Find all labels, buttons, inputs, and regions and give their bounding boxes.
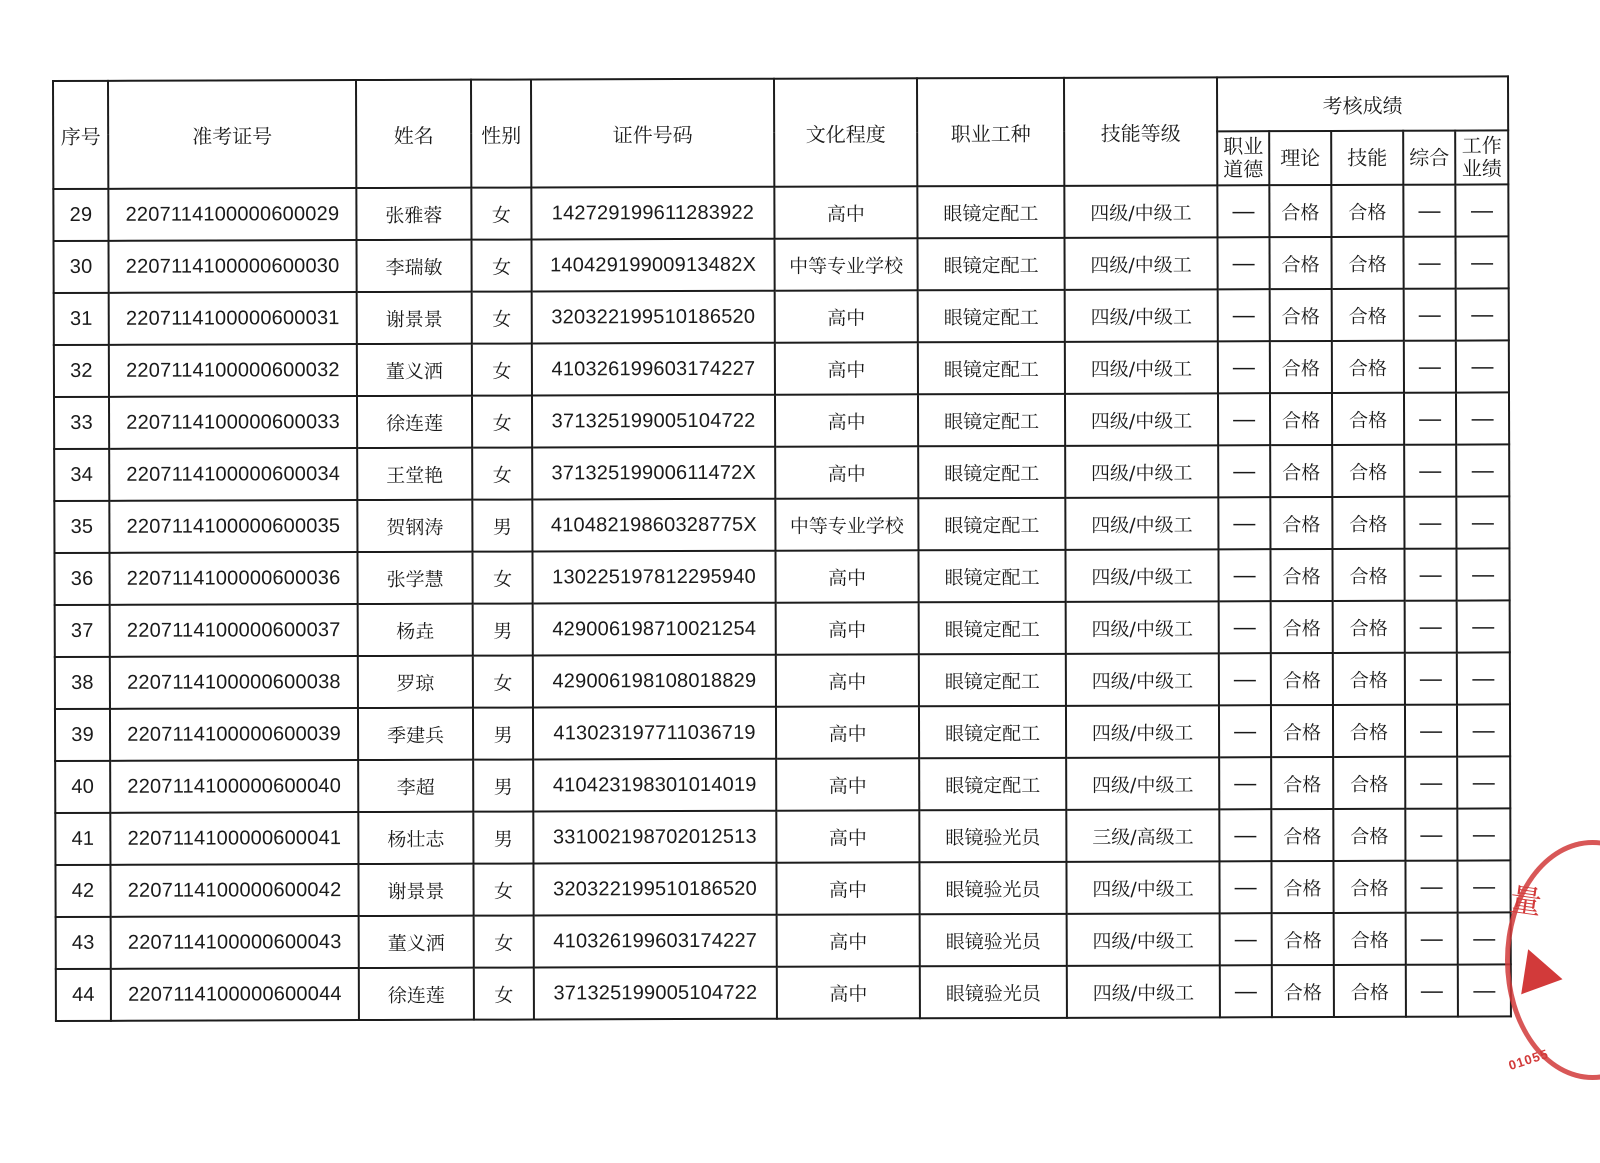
header-occupation: 职业工种 (917, 78, 1064, 186)
header-scores-group: 考核成绩 (1217, 76, 1508, 131)
cell-skill: 合格 (1331, 185, 1403, 237)
cell-education: 高中 (775, 342, 918, 394)
cell-gender: 女 (474, 967, 534, 1019)
cell-theory: 合格 (1269, 237, 1331, 289)
cell-ethics: — (1219, 601, 1271, 653)
cell-id-number: 413023197711036719 (533, 707, 776, 760)
header-education: 文化程度 (774, 78, 917, 186)
header-skill: 技能 (1331, 131, 1403, 185)
cell-overall: — (1404, 497, 1456, 549)
cell-seq: 38 (55, 657, 110, 709)
cell-gender: 男 (473, 707, 533, 759)
table-row (55, 704, 1510, 761)
cell-exam-id: 2207114100000600042 (110, 864, 358, 917)
cell-skill-level: 四级/中级工 (1066, 601, 1219, 653)
cell-gender: 男 (472, 499, 532, 551)
cell-gender: 男 (473, 759, 533, 811)
cell-overall: — (1404, 341, 1456, 393)
cell-education: 高中 (776, 706, 919, 758)
cell-gender: 女 (474, 915, 534, 967)
cell-skill-level: 四级/中级工 (1065, 549, 1218, 601)
cell-ethics: — (1219, 861, 1271, 913)
cell-gender: 女 (473, 863, 533, 915)
cell-ethics: — (1219, 757, 1271, 809)
cell-seq: 41 (55, 813, 110, 865)
cell-exam-id: 2207114100000600044 (111, 968, 359, 1021)
cell-skill-level: 四级/中级工 (1065, 289, 1218, 341)
results-table (52, 75, 1512, 1022)
cell-skill-level: 四级/中级工 (1066, 861, 1219, 913)
cell-theory: 合格 (1269, 185, 1331, 237)
cell-skill-level: 四级/中级工 (1066, 653, 1219, 705)
cell-occupation: 眼镜验光员 (919, 810, 1066, 862)
cell-exam-id: 2207114100000600029 (108, 188, 356, 241)
table-row (54, 392, 1509, 449)
table-row (54, 444, 1509, 501)
cell-performance: — (1457, 704, 1510, 756)
cell-skill: 合格 (1332, 497, 1404, 549)
cell-education: 高中 (776, 862, 919, 914)
cell-overall: — (1405, 705, 1457, 757)
cell-id-number: 142729199611283922 (531, 187, 774, 240)
cell-id-number: 320322199510186520 (533, 863, 776, 916)
header-performance: 工作业绩 (1455, 130, 1508, 184)
cell-occupation: 眼镜定配工 (918, 394, 1065, 446)
cell-theory: 合格 (1270, 497, 1332, 549)
header-exam-id: 准考证号 (108, 80, 356, 189)
cell-education: 高中 (776, 810, 919, 862)
cell-skill-level: 四级/中级工 (1067, 913, 1220, 965)
cell-id-number: 37132519900611472X (532, 447, 775, 500)
cell-theory: 合格 (1271, 809, 1333, 861)
cell-id-number: 331002198702012513 (533, 811, 776, 864)
cell-skill: 合格 (1332, 393, 1404, 445)
cell-performance: — (1456, 496, 1509, 548)
cell-ethics: — (1218, 393, 1270, 445)
cell-education: 高中 (775, 290, 918, 342)
cell-skill: 合格 (1332, 341, 1404, 393)
cell-skill-level: 四级/中级工 (1064, 185, 1217, 237)
cell-overall: — (1405, 757, 1457, 809)
table-row (53, 184, 1508, 241)
cell-gender: 男 (473, 811, 533, 863)
cell-id-number: 371325199005104722 (534, 967, 777, 1020)
cell-exam-id: 2207114100000600041 (110, 812, 358, 865)
cell-id-number: 41048219860328775X (532, 499, 775, 552)
cell-name: 杨壮志 (358, 812, 473, 864)
cell-performance: — (1456, 288, 1509, 340)
cell-skill: 合格 (1332, 549, 1404, 601)
cell-theory: 合格 (1271, 601, 1333, 653)
cell-occupation: 眼镜定配工 (918, 498, 1065, 550)
cell-occupation: 眼镜定配工 (918, 238, 1065, 290)
cell-seq: 42 (55, 865, 110, 917)
cell-name: 李瑞敏 (357, 240, 472, 292)
table-body (53, 184, 1511, 1021)
cell-id-number: 371325199005104722 (532, 395, 775, 448)
cell-performance: — (1456, 548, 1509, 600)
cell-name: 张学慧 (357, 552, 472, 604)
cell-education: 高中 (776, 602, 919, 654)
header-theory: 理论 (1269, 131, 1331, 185)
cell-name: 徐连莲 (359, 968, 474, 1020)
header-seq: 序号 (53, 81, 108, 189)
cell-id-number: 429006198710021254 (533, 603, 776, 656)
cell-performance: — (1457, 652, 1510, 704)
cell-id-number: 320322199510186520 (532, 291, 775, 344)
header-skill-level: 技能等级 (1064, 77, 1217, 185)
cell-skill-level: 四级/中级工 (1065, 445, 1218, 497)
table-row (55, 860, 1510, 917)
cell-theory: 合格 (1271, 757, 1333, 809)
cell-overall: — (1405, 653, 1457, 705)
cell-ethics: — (1218, 445, 1270, 497)
cell-exam-id: 2207114100000600043 (111, 916, 359, 969)
cell-exam-id: 2207114100000600030 (109, 240, 357, 293)
cell-skill: 合格 (1333, 757, 1405, 809)
cell-exam-id: 2207114100000600040 (110, 760, 358, 813)
cell-name: 杨垚 (358, 604, 473, 656)
cell-overall: — (1404, 393, 1456, 445)
cell-name: 季建兵 (358, 708, 473, 760)
cell-theory: 合格 (1272, 913, 1334, 965)
table-row (55, 808, 1510, 865)
cell-overall: — (1403, 185, 1455, 237)
cell-education: 高中 (777, 966, 920, 1018)
cell-seq: 30 (54, 241, 109, 293)
cell-ethics: — (1218, 237, 1270, 289)
cell-skill-level: 四级/中级工 (1066, 757, 1219, 809)
cell-exam-id: 2207114100000600037 (110, 604, 358, 657)
cell-skill: 合格 (1332, 289, 1404, 341)
cell-skill: 合格 (1332, 445, 1404, 497)
cell-name: 徐连莲 (357, 396, 472, 448)
cell-occupation: 眼镜定配工 (917, 186, 1064, 238)
cell-education: 中等专业学校 (775, 498, 918, 550)
cell-seq: 36 (54, 553, 109, 605)
cell-theory: 合格 (1271, 705, 1333, 757)
cell-education: 高中 (776, 758, 919, 810)
cell-overall: — (1404, 445, 1456, 497)
header-overall: 综合 (1403, 131, 1455, 185)
cell-skill: 合格 (1333, 653, 1405, 705)
cell-id-number: 410326199603174227 (534, 915, 777, 968)
cell-education: 中等专业学校 (775, 238, 918, 290)
cell-occupation: 眼镜定配工 (919, 758, 1066, 810)
cell-seq: 29 (53, 189, 108, 241)
cell-ethics: — (1219, 705, 1271, 757)
cell-education: 高中 (776, 654, 919, 706)
cell-theory: 合格 (1270, 289, 1332, 341)
cell-exam-id: 2207114100000600033 (109, 396, 357, 449)
table-row (55, 600, 1510, 657)
cell-overall: — (1404, 549, 1456, 601)
cell-seq: 31 (54, 293, 109, 345)
cell-seq: 43 (56, 917, 111, 969)
cell-gender: 女 (472, 551, 532, 603)
cell-education: 高中 (777, 914, 920, 966)
cell-performance: — (1456, 340, 1509, 392)
cell-overall: — (1406, 965, 1458, 1017)
cell-ethics: — (1218, 549, 1270, 601)
cell-name: 罗琼 (358, 656, 473, 708)
table-row (55, 652, 1510, 709)
cell-name: 谢景景 (358, 864, 473, 916)
cell-skill: 合格 (1333, 601, 1405, 653)
cell-occupation: 眼镜验光员 (919, 862, 1066, 914)
cell-occupation: 眼镜验光员 (920, 914, 1067, 966)
cell-occupation: 眼镜定配工 (918, 342, 1065, 394)
table-header (53, 76, 1508, 189)
cell-gender: 男 (473, 603, 533, 655)
cell-performance: — (1455, 236, 1508, 288)
cell-performance: — (1456, 444, 1509, 496)
cell-exam-id: 2207114100000600038 (110, 656, 358, 709)
cell-gender: 女 (472, 239, 532, 291)
cell-education: 高中 (775, 394, 918, 446)
cell-ethics: — (1219, 809, 1271, 861)
cell-ethics: — (1218, 497, 1270, 549)
cell-ethics: — (1218, 341, 1270, 393)
cell-id-number: 429006198108018829 (533, 655, 776, 708)
cell-name: 李超 (358, 760, 473, 812)
cell-performance: — (1456, 392, 1509, 444)
cell-name: 董义洒 (359, 916, 474, 968)
cell-exam-id: 2207114100000600032 (109, 344, 357, 397)
cell-exam-id: 2207114100000600034 (109, 448, 357, 501)
cell-theory: 合格 (1270, 393, 1332, 445)
cell-gender: 女 (472, 447, 532, 499)
cell-theory: 合格 (1270, 445, 1332, 497)
cell-skill: 合格 (1333, 809, 1405, 861)
cell-skill: 合格 (1334, 913, 1406, 965)
cell-education: 高中 (775, 446, 918, 498)
cell-name: 董义洒 (357, 344, 472, 396)
cell-skill-level: 四级/中级工 (1067, 965, 1220, 1017)
cell-gender: 女 (472, 395, 532, 447)
cell-occupation: 眼镜定配工 (919, 602, 1066, 654)
header-gender: 性别 (471, 79, 531, 187)
cell-exam-id: 2207114100000600036 (109, 552, 357, 605)
table-row (55, 756, 1510, 813)
cell-overall: — (1406, 913, 1458, 965)
cell-overall: — (1405, 601, 1457, 653)
cell-name: 谢景景 (357, 292, 472, 344)
cell-seq: 44 (56, 969, 111, 1021)
cell-seq: 32 (54, 345, 109, 397)
seal-number: 01055 (1506, 1046, 1551, 1073)
cell-ethics: — (1217, 185, 1269, 237)
cell-id-number: 410423198301014019 (533, 759, 776, 812)
seal-character: 量 (1507, 879, 1545, 923)
cell-skill-level: 四级/中级工 (1065, 237, 1218, 289)
cell-performance: — (1458, 964, 1511, 1016)
cell-skill-level: 四级/中级工 (1065, 393, 1218, 445)
cell-name: 张雅蓉 (356, 188, 471, 240)
table-row (54, 496, 1509, 553)
cell-ethics: — (1220, 913, 1272, 965)
cell-performance: — (1458, 912, 1511, 964)
table-row (54, 236, 1509, 293)
cell-skill-level: 四级/中级工 (1065, 497, 1218, 549)
table-row (54, 548, 1509, 605)
cell-seq: 40 (55, 761, 110, 813)
cell-theory: 合格 (1271, 653, 1333, 705)
cell-exam-id: 2207114100000600031 (109, 292, 357, 345)
cell-gender: 女 (471, 187, 531, 239)
cell-theory: 合格 (1271, 861, 1333, 913)
cell-theory: 合格 (1270, 549, 1332, 601)
cell-occupation: 眼镜定配工 (918, 290, 1065, 342)
cell-education: 高中 (774, 186, 917, 238)
cell-seq: 39 (55, 709, 110, 761)
cell-exam-id: 2207114100000600035 (109, 500, 357, 553)
cell-performance: — (1455, 184, 1508, 236)
cell-skill-level: 四级/中级工 (1066, 705, 1219, 757)
cell-overall: — (1405, 861, 1457, 913)
cell-performance: — (1457, 756, 1510, 808)
cell-seq: 34 (54, 449, 109, 501)
cell-exam-id: 2207114100000600039 (110, 708, 358, 761)
cell-occupation: 眼镜定配工 (918, 550, 1065, 602)
cell-ethics: — (1219, 653, 1271, 705)
cell-name: 王堂艳 (357, 448, 472, 500)
cell-name: 贺钢涛 (357, 500, 472, 552)
cell-gender: 女 (472, 291, 532, 343)
table-row (54, 340, 1509, 397)
cell-id-number: 130225197812295940 (532, 551, 775, 604)
cell-seq: 35 (54, 501, 109, 553)
cell-education: 高中 (775, 550, 918, 602)
cell-skill: 合格 (1334, 965, 1406, 1017)
cell-id-number: 14042919900913482X (532, 239, 775, 292)
cell-skill-level: 四级/中级工 (1065, 341, 1218, 393)
cell-skill: 合格 (1331, 237, 1403, 289)
table-row (56, 964, 1511, 1021)
cell-ethics: — (1220, 965, 1272, 1017)
cell-occupation: 眼镜验光员 (920, 966, 1067, 1018)
cell-skill-level: 三级/高级工 (1066, 809, 1219, 861)
cell-gender: 女 (473, 655, 533, 707)
cell-occupation: 眼镜定配工 (918, 446, 1065, 498)
cell-performance: — (1457, 860, 1510, 912)
cell-overall: — (1403, 237, 1455, 289)
table-row (56, 912, 1511, 969)
cell-overall: — (1405, 809, 1457, 861)
cell-occupation: 眼镜定配工 (919, 654, 1066, 706)
header-ethics: 职业道德 (1217, 131, 1269, 185)
cell-performance: — (1457, 808, 1510, 860)
cell-skill: 合格 (1333, 861, 1405, 913)
cell-gender: 女 (472, 343, 532, 395)
cell-overall: — (1404, 289, 1456, 341)
cell-theory: 合格 (1272, 965, 1334, 1017)
header-id-number: 证件号码 (531, 79, 774, 188)
cell-skill: 合格 (1333, 705, 1405, 757)
cell-ethics: — (1218, 289, 1270, 341)
cell-theory: 合格 (1270, 341, 1332, 393)
header-name: 姓名 (356, 80, 471, 188)
cell-id-number: 410326199603174227 (532, 343, 775, 396)
cell-seq: 37 (55, 605, 110, 657)
cell-occupation: 眼镜定配工 (919, 706, 1066, 758)
table-row (54, 288, 1509, 345)
cell-performance: — (1457, 600, 1510, 652)
cell-seq: 33 (54, 397, 109, 449)
